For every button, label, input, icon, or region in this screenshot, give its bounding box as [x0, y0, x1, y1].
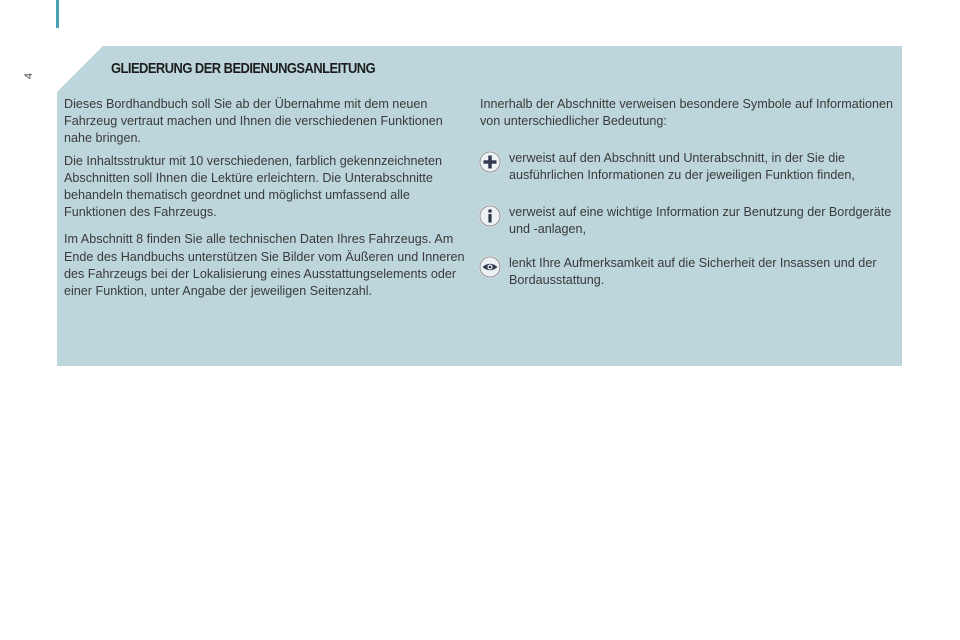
left-paragraph-2: Die Inhaltsstruktur mit 10 verschiedenen, farblich gekennzeichneten Abschnitten soll Ihnen die Lektüre erleichtern. Die Unterabschnitte behandeln thematisch geordnet und möglichst umfassend alle Funktionen des Fahrzeugs.: [64, 153, 443, 220]
page-number: 4: [23, 72, 36, 80]
left-paragraph-1: Dieses Bordhandbuch soll Sie ab der Übernahme mit dem neuen Fahrzeug vertraut machen und Ihnen die verschiedenen Funktionen nahe bringen.: [64, 97, 443, 146]
symbol-text-eye: lenkt Ihre Aufmerksamkeit auf die Sicherheit der Insassen und der Bordausstattung.: [509, 256, 877, 288]
left-paragraph-3: Im Abschnitt 8 finden Sie alle technischen Daten Ihres Fahrzeugs. Am Ende des Handbuchs unterstützen Sie Bilder vom Äußeren und Inneren des Fahrzeugs bei der Lokalisierung eines Ausstattungselements oder einer Funktion, unter Angabe der jeweiligen Seitenzahl.: [64, 232, 465, 299]
plus-icon: [478, 150, 502, 174]
left-column: [64, 96, 469, 300]
right-column-intro: Innerhalb der Abschnitte verweisen besondere Symbole auf Informationen von unterschiedlicher Bedeutung:: [480, 97, 894, 129]
symbol-text-plus: verweist auf den Abschnitt und Unterabschnitt, in der Sie die ausführlichen Informationen zu der jeweiligen Funktion finden,: [509, 151, 855, 183]
margin-bar: [56, 0, 59, 28]
eye-icon: [478, 255, 502, 279]
info-icon: [478, 204, 502, 228]
section-title: GLIEDERUNG DER BEDIENUNGSANLEITUNG: [111, 60, 376, 77]
symbol-text-info: verweist auf eine wichtige Information zur Benutzung der Bordgeräte und -anlagen,: [509, 205, 892, 237]
